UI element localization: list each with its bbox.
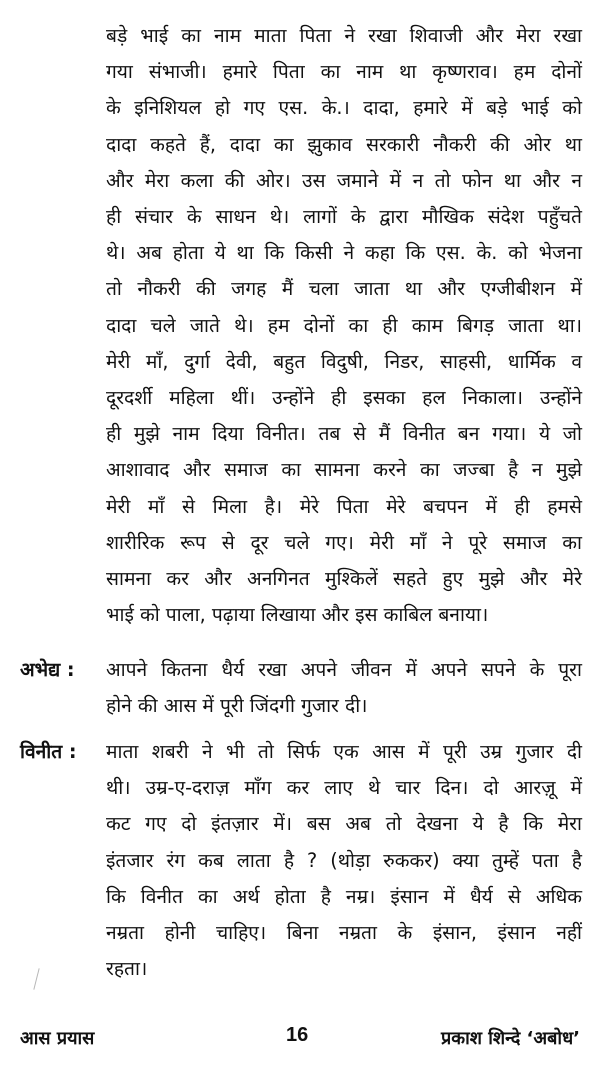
text-line: के इनिशियल हो गए एस. के.। दादा, हमारे में बड़े भाई को — [106, 96, 582, 120]
text-line: ही मुझे नाम दिया विनीत। तब से मैं विनीत बन गया। ये जो — [106, 422, 582, 446]
text-line: कट गए दो इंतज़ार में। बस अब तो देखना ये है कि मेरा — [106, 812, 582, 836]
text-line: कि विनीत का अर्थ होता है नम्र। इंसान में धैर्य से अधिक — [106, 884, 582, 908]
text-line: और मेरा कला की ओर। उस जमाने में न तो फोन था और न — [106, 168, 582, 192]
dialogue-abhedya — [106, 652, 582, 724]
text-line: थे। अब होता ये था कि किसी ने कहा कि एस. के. को भेजना — [106, 241, 582, 265]
text-line: माता शबरी ने भी तो सिर्फ एक आस में पूरी उम्र गुजार दी — [106, 740, 582, 763]
text-line: तो नौकरी की जगह मैं चला जाता था और एग्जीबीशन में — [106, 277, 582, 301]
narrative-paragraph — [106, 18, 582, 633]
footer-author: प्रकाश शिन्दे ‘अबोध’ — [441, 1028, 580, 1049]
text-line: मेरी माँ, दुर्गा देवी, बहुत विदुषी, निडर, साहसी, धार्मिक व — [106, 349, 582, 373]
speaker-label-abhedya: अभेद्य : — [20, 658, 75, 681]
text-line: ही संचार के साधन थे। लागों के द्वारा मौखिक संदेश पहुँचते — [106, 205, 582, 229]
text-line: दादा कहते हैं, दादा का झुकाव सरकारी नौकरी की ओर था — [106, 132, 582, 156]
text-line: रहता। — [106, 957, 148, 981]
speaker-label-vineet: विनीत : — [20, 740, 77, 763]
text-line: गया संभाजी। हमारे पिता का नाम था कृष्णराव। हम दोनों — [106, 60, 582, 84]
text-line: नम्रता होनी चाहिए। बिना नम्रता के इंसान, इंसान नहीं — [106, 921, 582, 945]
text-line: शारीरिक रूप से दूर चले गए। मेरी माँ ने पूरे समाज का — [106, 530, 582, 554]
dialogue-vineet — [106, 734, 582, 987]
text-line: भाई को पाला, पढ़ाया लिखाया और इस काबिल बनाया। — [106, 603, 489, 627]
text-line: आपने कितना धैर्य रखा अपने जीवन में अपने सपने के पूरा — [106, 658, 582, 681]
text-line: दादा चले जाते थे। हम दोनों का ही काम बिगड़ जाता था। — [106, 313, 582, 337]
text-line: बड़े भाई का नाम माता पिता ने रखा शिवाजी और मेरा रखा — [106, 24, 582, 47]
footer-book-title: आस प्रयास — [20, 1028, 95, 1049]
text-line: इंतजार रंग कब लाता है ? (थोड़ा रुककर) क्या तुम्हें पता है — [106, 848, 582, 872]
text-line: दूरदर्शी महिला थीं। उन्होंने ही इसका हल निकाला। उन्होंने — [106, 386, 582, 410]
page-number: 16 — [286, 1024, 309, 1046]
text-line: आशावाद और समाज का सामना करने का जज्बा है न मुझे — [106, 458, 582, 482]
scan-mark — [33, 968, 39, 990]
text-line: मेरी माँ से मिला है। मेरे पिता मेरे बचपन में ही हमसे — [106, 494, 582, 518]
text-line: थी। उम्र-ए-दराज़ माँग कर लाए थे चार दिन। दो आरज़ू में — [106, 776, 582, 800]
text-line: सामना कर और अनगिनत मुश्किलें सहते हुए मुझे और मेरे — [106, 567, 582, 591]
text-line: होने की आस में पूरी जिंदगी गुजार दी। — [106, 694, 368, 718]
